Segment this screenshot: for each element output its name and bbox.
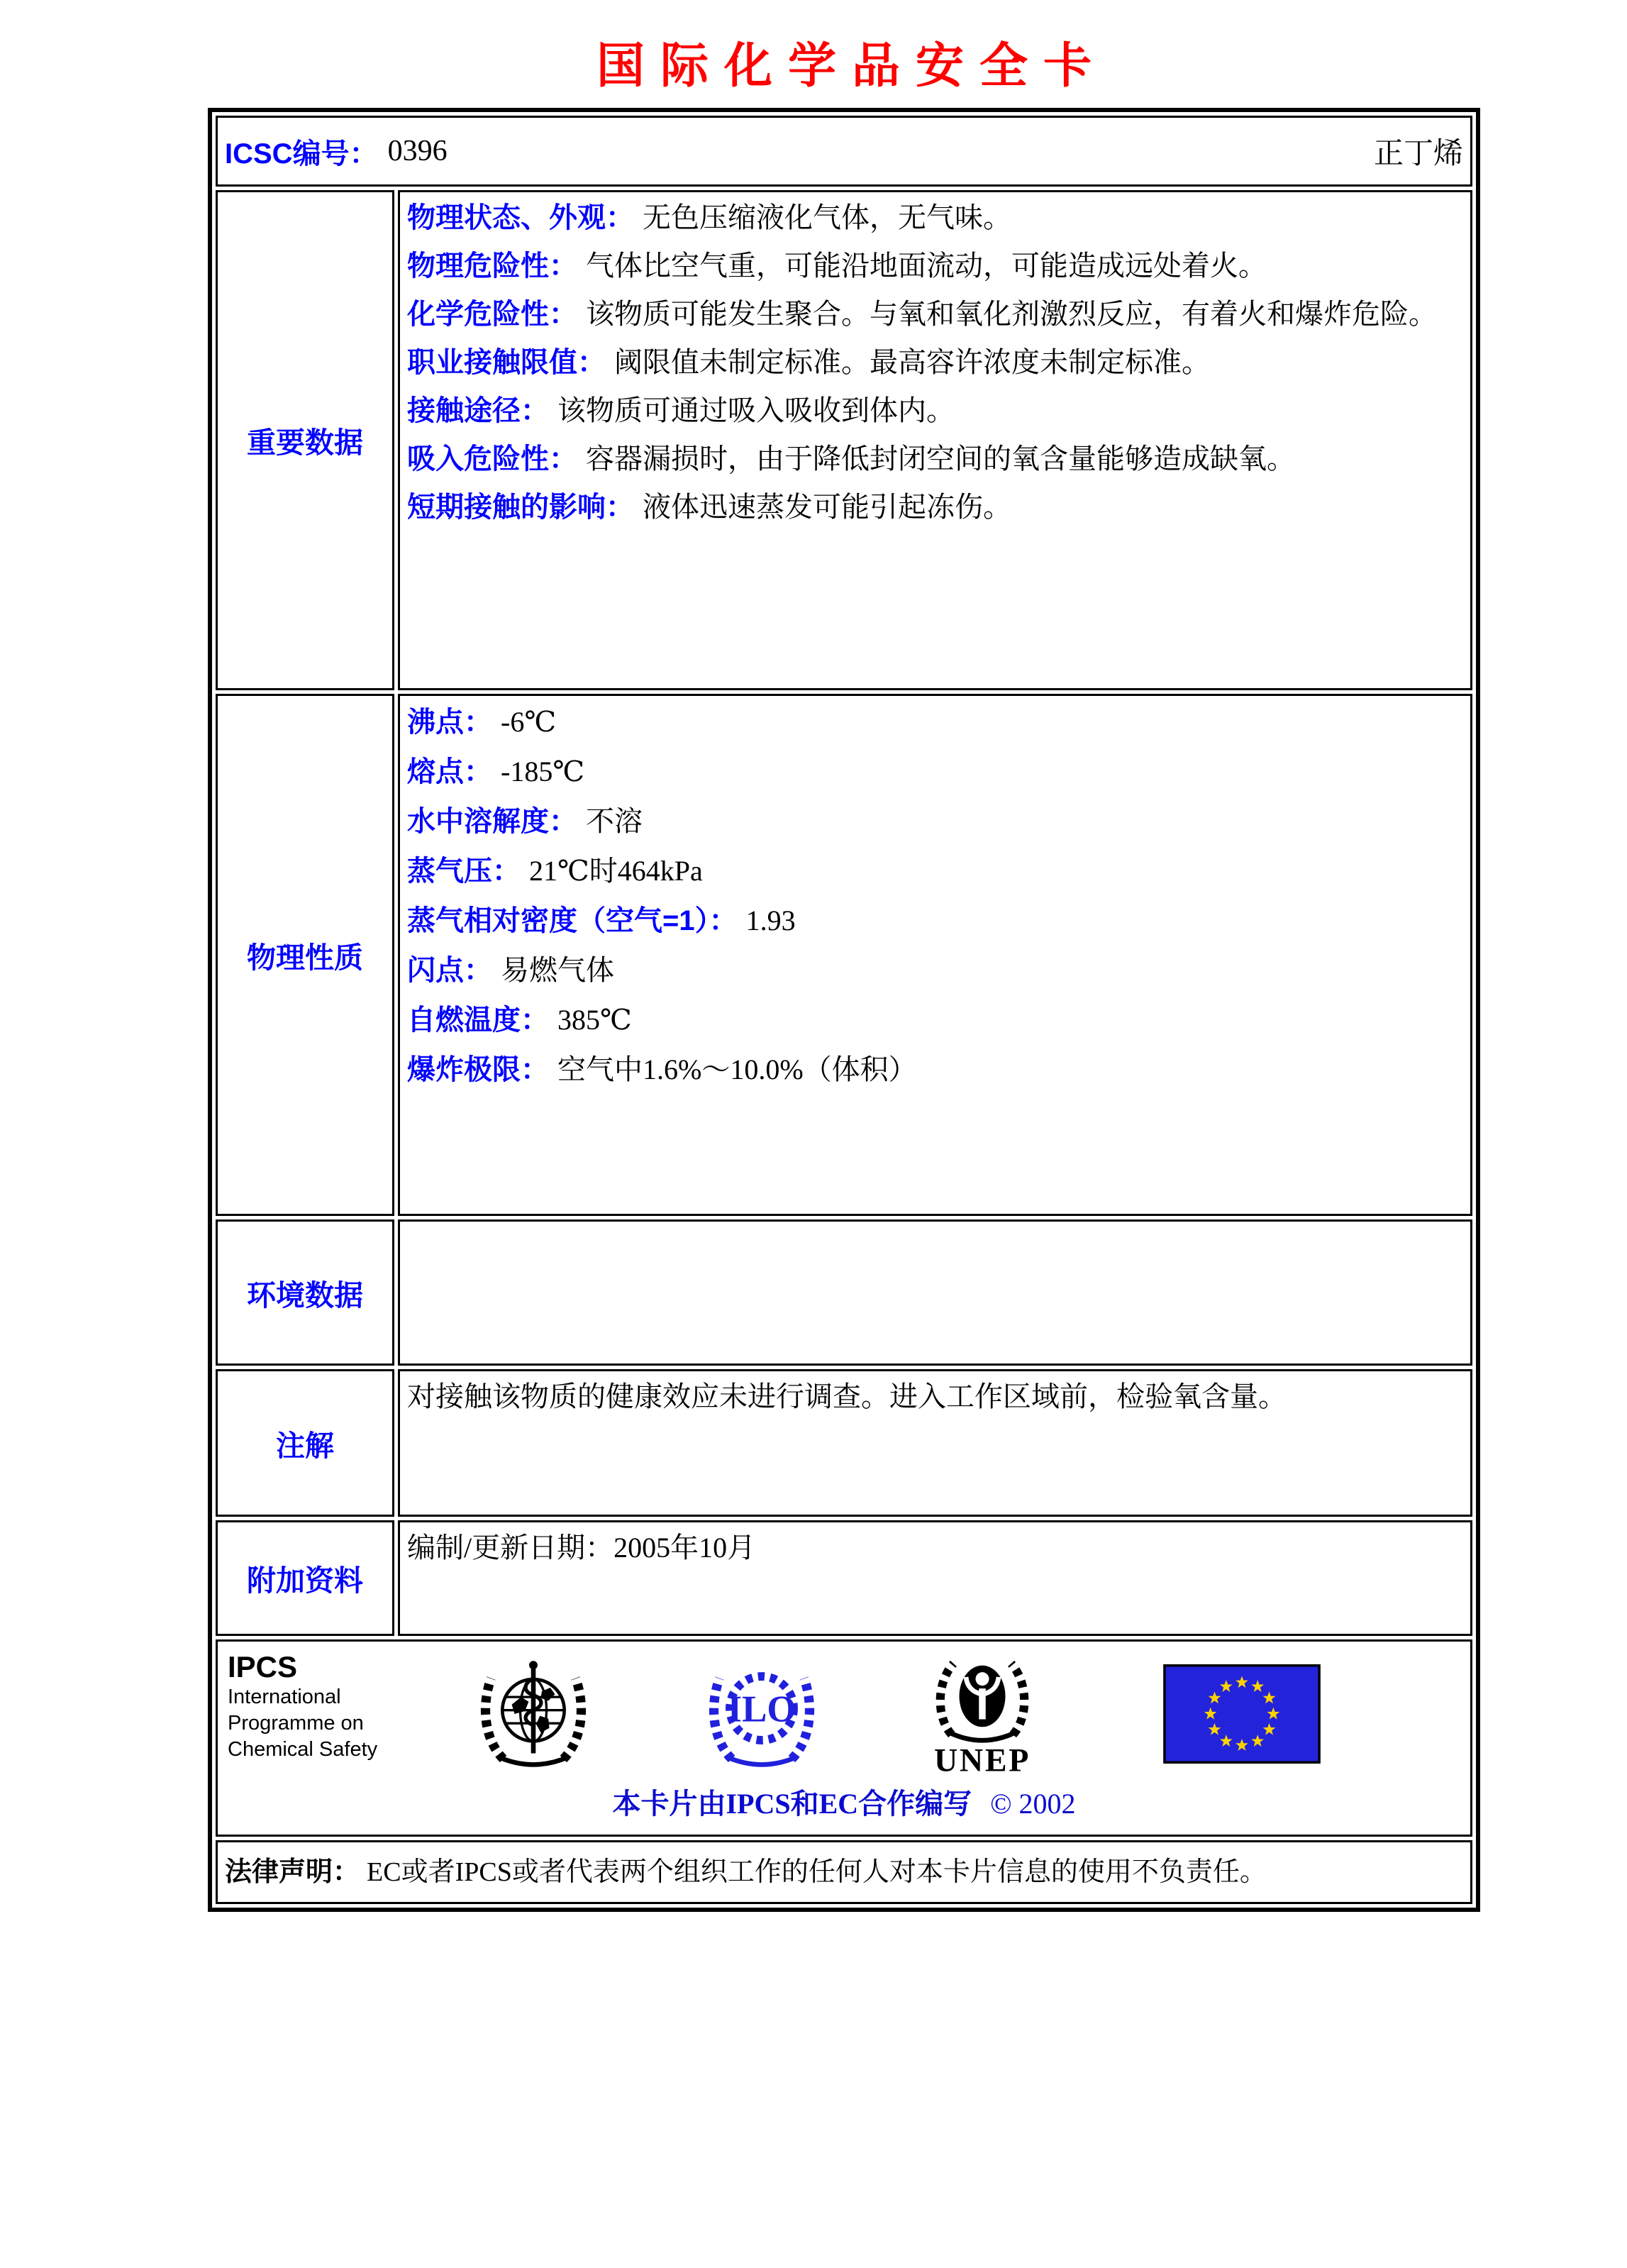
important-item — [407, 338, 1463, 387]
notes-label-cell — [216, 1369, 394, 1517]
physical-item — [407, 797, 1463, 846]
additional-info-label-cell — [216, 1520, 394, 1636]
item-value: -6℃ — [501, 706, 557, 738]
item-value: 容器漏损时，由于降低封闭空间的氧含量能够造成缺氧。 — [586, 443, 1295, 475]
icsc-card-table — [208, 108, 1480, 1912]
physical-item — [407, 846, 1463, 896]
caption-main: 本卡片由IPCS和EC合作编写 — [612, 1788, 972, 1820]
item-value: -185℃ — [501, 756, 585, 787]
logos-cell — [216, 1639, 1472, 1837]
item-key: 化学危险性： — [407, 299, 577, 330]
legal-row — [216, 1840, 1472, 1904]
item-key: 吸入危险性： — [407, 443, 577, 475]
additional-info-label: 附加资料 — [247, 1564, 363, 1597]
important-item — [407, 387, 1463, 435]
notes-content: 对接触该物质的健康效应未进行调查。进入工作区域前，检验氧含量。 — [407, 1381, 1287, 1412]
physical-properties-label-cell — [216, 694, 394, 1216]
additional-info-content: 编制/更新日期：2005年10月 — [407, 1532, 756, 1564]
item-key: 物理危险性： — [407, 250, 577, 282]
important-data-content-cell — [398, 190, 1472, 690]
page-title: 国际化学品安全卡 — [596, 39, 1107, 93]
item-key: 短期接触的影响： — [407, 492, 634, 523]
environment-data-row — [216, 1219, 1472, 1366]
item-key: 熔点： — [407, 756, 492, 787]
important-item — [407, 435, 1463, 483]
item-key: 蒸气压： — [407, 856, 521, 887]
footer-caption — [228, 1787, 1460, 1821]
physical-item — [407, 896, 1463, 946]
environment-data-label-cell — [216, 1219, 394, 1366]
legal-label: 法律声明： — [225, 1857, 360, 1887]
physical-item — [407, 1045, 1463, 1095]
who-logo-icon — [472, 1650, 594, 1776]
item-value: 该物质可能发生聚合。与氧和氧化剂激烈反应，有着火和爆炸危险。 — [586, 298, 1437, 330]
physical-properties-content-cell — [398, 694, 1472, 1216]
ipcs-line: Chemical Safety — [228, 1738, 378, 1761]
important-data-label-cell — [216, 190, 394, 690]
ipcs-abbr: IPCS — [228, 1650, 298, 1683]
item-key: 爆炸极限： — [407, 1054, 549, 1085]
legal-text: EC或者IPCS或者代表两个组织工作的任何人对本卡片信息的使用不负责任。 — [367, 1857, 1267, 1887]
physical-properties-row — [216, 694, 1472, 1216]
item-key: 闪点： — [407, 955, 492, 986]
item-key: 蒸气相对密度（空气=1）： — [407, 905, 738, 936]
physical-item — [407, 946, 1463, 995]
logos-row — [216, 1639, 1472, 1837]
ilo-logo-icon — [701, 1650, 823, 1776]
item-key: 水中溶解度： — [407, 806, 577, 837]
item-key: 沸点： — [407, 707, 492, 738]
item-value: 液体迅速蒸发可能引起冻伤。 — [643, 491, 1011, 523]
item-value: 不溶 — [586, 805, 643, 837]
item-value: 气体比空气重，可能沿地面流动，可能造成远处着火。 — [586, 250, 1267, 282]
physical-item — [407, 995, 1463, 1045]
item-value: 阈限值未制定标准。最高容许浓度未制定标准。 — [614, 346, 1210, 378]
item-value: 21℃时464kPa — [529, 855, 703, 887]
important-data-label: 重要数据 — [247, 426, 363, 459]
header-row — [216, 116, 1472, 187]
item-value: 1.93 — [745, 905, 796, 936]
item-key: 职业接触限值： — [407, 347, 606, 378]
physical-item — [407, 747, 1463, 797]
eu-flag-icon — [1163, 1664, 1321, 1767]
important-item — [407, 242, 1463, 290]
important-item — [407, 290, 1463, 338]
icsc-number-value: 0396 — [387, 135, 448, 167]
ilo-letters: ILO — [727, 1688, 796, 1730]
physical-item — [407, 697, 1463, 747]
important-item — [407, 194, 1463, 242]
important-data-row — [216, 190, 1472, 690]
additional-info-content-cell — [398, 1520, 1472, 1636]
ipcs-line: International — [228, 1686, 341, 1708]
item-key: 接触途径： — [407, 395, 549, 426]
item-value: 无色压缩液化气体，无气味。 — [643, 201, 1011, 233]
notes-label: 注解 — [276, 1429, 334, 1462]
header-cell — [216, 116, 1472, 187]
caption-copyright: © 2002 — [990, 1788, 1076, 1820]
unep-logo-icon — [915, 1650, 1050, 1779]
environment-data-label: 环境数据 — [247, 1278, 363, 1312]
item-key: 物理状态、外观： — [407, 202, 634, 233]
chemical-name: 正丁烯 — [1373, 138, 1463, 170]
notes-row — [216, 1369, 1472, 1517]
notes-content-cell — [398, 1369, 1472, 1517]
icsc-number-label: ICSC编号： — [225, 138, 378, 170]
legal-cell — [216, 1840, 1472, 1904]
item-value: 易燃气体 — [501, 954, 614, 986]
unep-letters: UNEP — [933, 1742, 1031, 1775]
logo-strip — [228, 1650, 1460, 1779]
ipcs-line: Programme on — [228, 1712, 364, 1735]
item-value: 空气中1.6%～10.0%（体积） — [557, 1053, 917, 1085]
card-sheet — [208, 0, 1480, 1912]
important-item — [407, 483, 1463, 531]
environment-data-content-cell — [398, 1219, 1472, 1366]
physical-properties-label: 物理性质 — [247, 941, 363, 974]
item-key: 自燃温度： — [407, 1005, 549, 1036]
item-value: 该物质可通过吸入吸收到体内。 — [557, 394, 955, 426]
ipcs-text-block — [228, 1650, 405, 1763]
icsc-number-group — [225, 131, 448, 172]
additional-info-row — [216, 1520, 1472, 1636]
item-value: 385℃ — [557, 1004, 632, 1036]
